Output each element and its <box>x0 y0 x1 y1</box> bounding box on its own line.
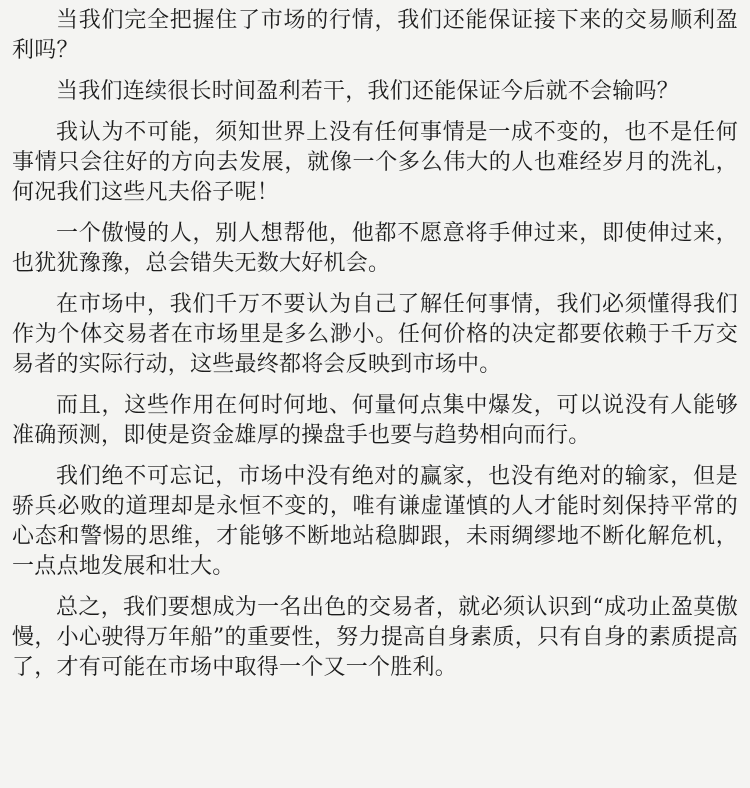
paragraph-7: 我们绝不可忘记，市场中没有绝对的赢家，也没有绝对的输家，但是骄兵必败的道理却是永恒不变的，唯有谦虚谨慎的人才能时刻保持平常的心态和警惕的思维，才能够不断地站稳脚跟，未雨绸缪地不断化解危机，一点点地发展和壮大。 <box>12 464 738 579</box>
paragraph-2: 当我们连续很长时间盈利若干，我们还能保证今后就不会输吗？ <box>56 79 680 104</box>
paragraph-4: 一个傲慢的人，别人想帮他，他都不愿意将手伸过来，即使伸过来，也犹犹豫豫，总会错失无数大好机会。 <box>12 221 738 276</box>
paragraph-3: 我认为不可能，须知世界上没有任何事情是一成不变的，也不是任何事情只会往好的方向去发展，就像一个多么伟大的人也难经岁月的洗礼，何况我们这些凡夫俗子呢！ <box>12 120 738 205</box>
paragraph-1: 当我们完全把握住了市场的行情，我们还能保证接下来的交易顺利盈利吗？ <box>12 8 738 63</box>
paragraph-5: 在市场中，我们千万不要认为自己了解任何事情，我们必须懂得我们作为个体交易者在市场里是多么渺小。任何价格的决定都要依赖于千万交易者的实际行动，这些最终都将会反映到市场中。 <box>12 292 738 377</box>
paragraph-8: 总之，我们要想成为一名出色的交易者，就必须认识到“成功止盈莫傲慢，小心驶得万年船”的重要性，努力提高自身素质，只有自身的素质提高了，才有可能在市场中取得一个又一个胜利。 <box>12 595 738 680</box>
paragraph-6: 而且，这些作用在何时何地、何量何点集中爆发，可以说没有人能够准确预测，即使是资金雄厚的操盘手也要与趋势相向而行。 <box>12 393 738 448</box>
